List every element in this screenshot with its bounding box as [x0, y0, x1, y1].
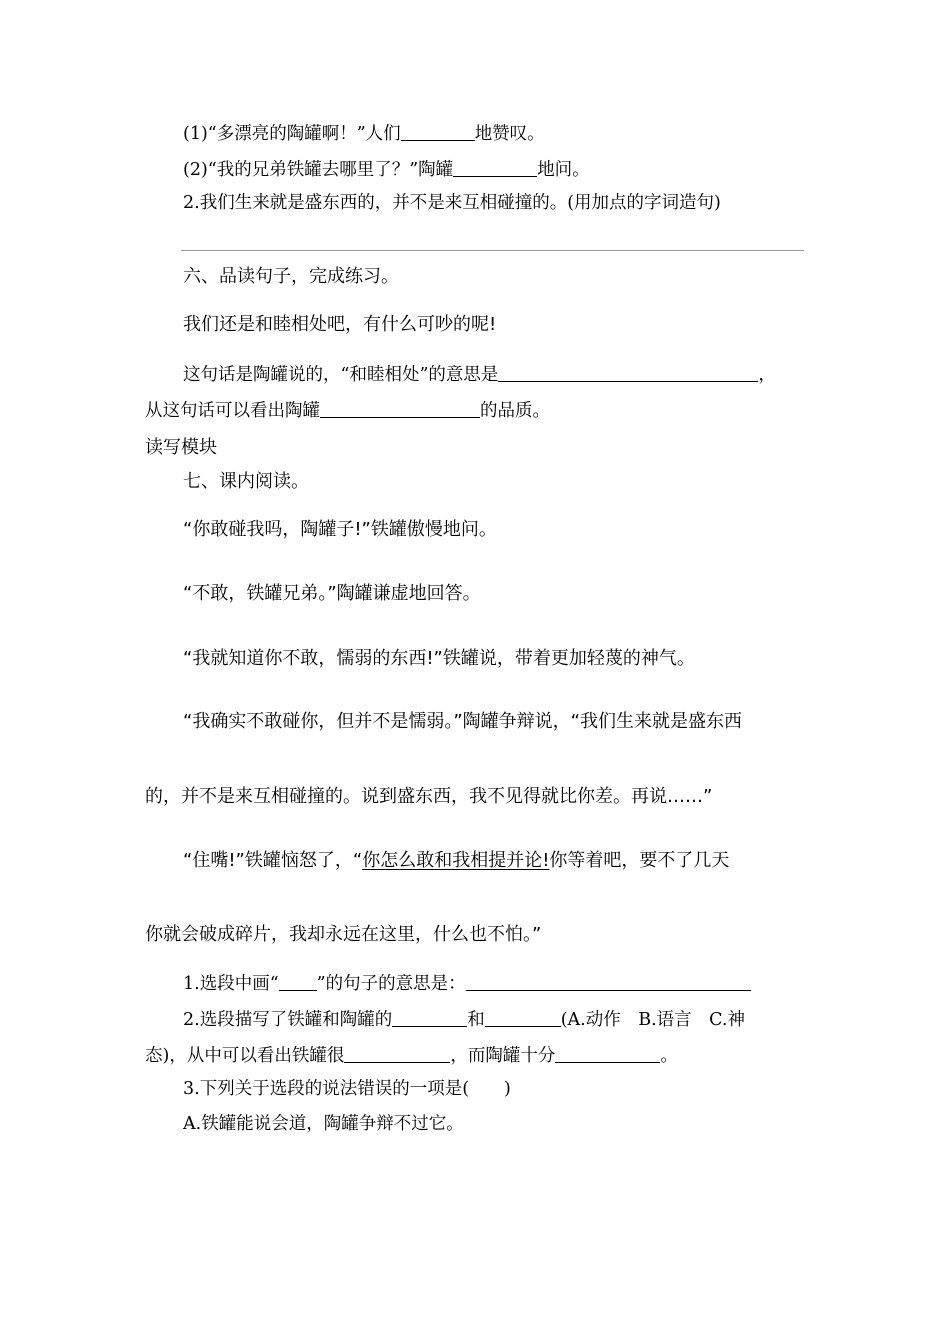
section-6-line-2-end: 的品质。	[480, 401, 550, 421]
answer-blank[interactable]	[498, 380, 758, 382]
section-7-title: 七、课内阅读。	[183, 471, 309, 492]
question-2: 2.我们生来就是盛东西的，并不是来互相碰撞的。(用加点的字词造句)	[183, 193, 721, 213]
question-1-1-text-b: 地赞叹。	[474, 124, 545, 144]
section-6-title: 六、品读句子，完成练习。	[183, 266, 399, 287]
reading-question-2-text-e: ，而陶罐十分	[450, 1046, 556, 1066]
underlined-sentence: 你怎么敢和我相提并论!	[362, 850, 550, 871]
answer-blank[interactable]	[320, 416, 480, 418]
passage-paragraph-5-cont: 你就会破成碎片，我却永远在这里，什么也不怕。”	[145, 924, 542, 945]
section-6-line-1-end: ，	[758, 365, 776, 385]
reading-question-3-option-a[interactable]: A.铁罐能说会道，陶罐争辩不过它。	[183, 1114, 464, 1134]
answer-line[interactable]	[181, 250, 804, 251]
passage-paragraph-2: “不敢，铁罐兄弟。”陶罐谦虚地回答。	[183, 583, 481, 604]
reading-question-1-text-a: 1.选段中画“	[183, 974, 279, 994]
passage-paragraph-5-text-a: “住嘴!”铁罐恼怒了，“	[183, 850, 363, 871]
section-6-line-2	[145, 403, 550, 421]
reading-question-2-text-b: 和	[467, 1010, 485, 1030]
section-6-quote: 我们还是和睦相处吧，有什么可吵的呢!	[183, 314, 497, 335]
answer-blank[interactable]	[401, 139, 475, 141]
answer-blank[interactable]	[392, 1025, 467, 1027]
question-1-1-text-a: (1)“多漂亮的陶罐啊！”人们	[183, 124, 401, 144]
answer-blank[interactable]	[485, 1025, 561, 1027]
reading-question-2-text-f: 。	[660, 1046, 678, 1066]
passage-paragraph-4-cont: 的，并不是来互相碰撞的。说到盛东西，我不见得就比你差。再说……”	[145, 786, 713, 807]
reading-question-3: 3.下列关于选段的说法错误的一项是( )	[183, 1079, 511, 1099]
passage-paragraph-1: “你敢碰我吗，陶罐子!”铁罐傲慢地问。	[183, 519, 497, 540]
passage-paragraph-3: “我就知道你不敢，懦弱的东西!”铁罐说，带着更加轻蔑的神气。	[183, 648, 695, 669]
reading-question-2-text-d: 态)，从中可以看出铁罐很	[145, 1046, 345, 1066]
reading-question-1	[183, 976, 751, 994]
section-6-line-1	[183, 367, 776, 385]
passage-paragraph-4: “我确实不敢碰你，但并不是懦弱。”陶罐争辩说，“我们生来就是盛东西	[183, 711, 742, 732]
underline-mark	[279, 989, 317, 991]
reading-question-2-options: (A.动作 B.语言 C.神	[560, 1010, 745, 1030]
answer-blank[interactable]	[555, 1061, 660, 1063]
reading-question-2-text-a: 2.选段描写了铁罐和陶罐的	[183, 1010, 393, 1030]
reading-question-2-cont	[145, 1048, 678, 1066]
question-1-2-text-a: (2)“我的兄弟铁罐去哪里了？”陶罐	[183, 160, 454, 180]
answer-blank[interactable]	[466, 989, 751, 991]
reading-question-1-text-b: ”的句子的意思是：	[316, 974, 466, 994]
section-6-line-2-text: 从这句话可以看出陶罐	[145, 401, 320, 421]
passage-paragraph-5	[183, 852, 729, 870]
module-title: 读写模块	[145, 437, 217, 458]
question-1-2	[183, 162, 590, 180]
answer-blank[interactable]	[453, 175, 537, 177]
passage-paragraph-5-text-b: 你等着吧，要不了几天	[549, 850, 730, 871]
answer-blank[interactable]	[344, 1061, 450, 1063]
question-1-2-text-b: 地问。	[537, 160, 590, 180]
section-6-line-1-text: 这句话是陶罐说的，“和睦相处”的意思是	[183, 365, 499, 385]
reading-question-2	[183, 1012, 745, 1030]
question-1-1	[183, 126, 545, 144]
